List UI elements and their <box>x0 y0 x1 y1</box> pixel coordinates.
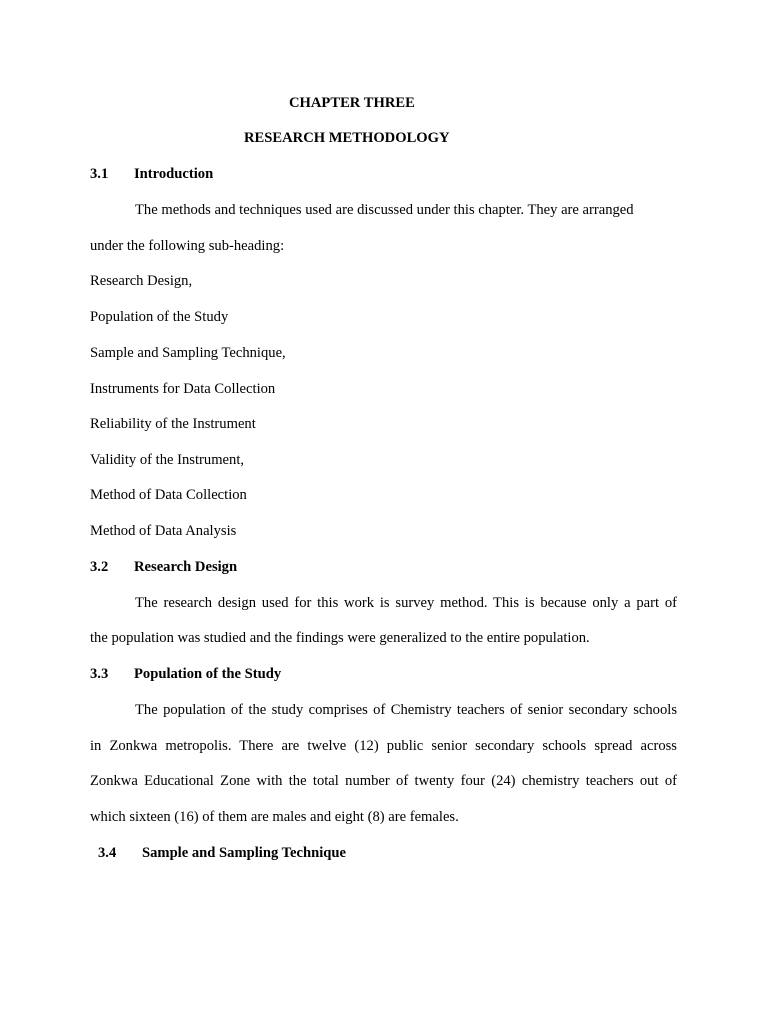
section-heading-3-2 <box>90 558 237 576</box>
section-number: 3.1 <box>90 166 109 182</box>
chapter-subtitle: RESEARCH METHODOLOGY <box>244 130 450 146</box>
list-item: Population of the Study <box>90 309 229 325</box>
section-title: Sample and Sampling Technique <box>142 845 346 861</box>
section-heading-3-3 <box>90 665 281 683</box>
paragraph-line: the population was studied and the findings were generalized to the entire population. <box>90 630 590 646</box>
paragraph-line: under the following sub-heading: <box>90 238 285 254</box>
list-item: Reliability of the Instrument <box>90 416 256 432</box>
section-number: 3.2 <box>90 559 109 575</box>
paragraph-line: in Zonkwa metropolis. There are twelve (12) public senior secondary schools spread across <box>90 738 677 754</box>
paragraph-line: Zonkwa Educational Zone with the total number of twenty four (24) chemistry teachers out of <box>90 773 677 789</box>
paragraph-line: which sixteen (16) of them are males and eight (8) are females. <box>90 809 459 825</box>
section-heading-3-1 <box>90 165 213 183</box>
list-item: Validity of the Instrument, <box>90 452 245 468</box>
chapter-title: CHAPTER THREE <box>289 95 415 111</box>
paragraph-line: The methods and techniques used are discussed under this chapter. They are arranged <box>135 202 634 218</box>
section-title: Introduction <box>134 166 214 182</box>
list-item: Method of Data Collection <box>90 487 247 503</box>
list-item: Instruments for Data Collection <box>90 381 276 397</box>
list-item: Method of Data Analysis <box>90 523 237 539</box>
section-heading-3-4 <box>98 844 346 862</box>
section-number: 3.4 <box>98 845 117 861</box>
section-title: Research Design <box>134 559 238 575</box>
paragraph-line: The population of the study comprises of Chemistry teachers of senior secondary schools <box>135 702 677 718</box>
section-number: 3.3 <box>90 666 109 682</box>
list-item: Sample and Sampling Technique, <box>90 345 286 361</box>
section-title: Population of the Study <box>134 666 282 682</box>
list-item: Research Design, <box>90 273 193 289</box>
paragraph-line: The research design used for this work is survey method. This is because only a part of <box>135 595 677 611</box>
